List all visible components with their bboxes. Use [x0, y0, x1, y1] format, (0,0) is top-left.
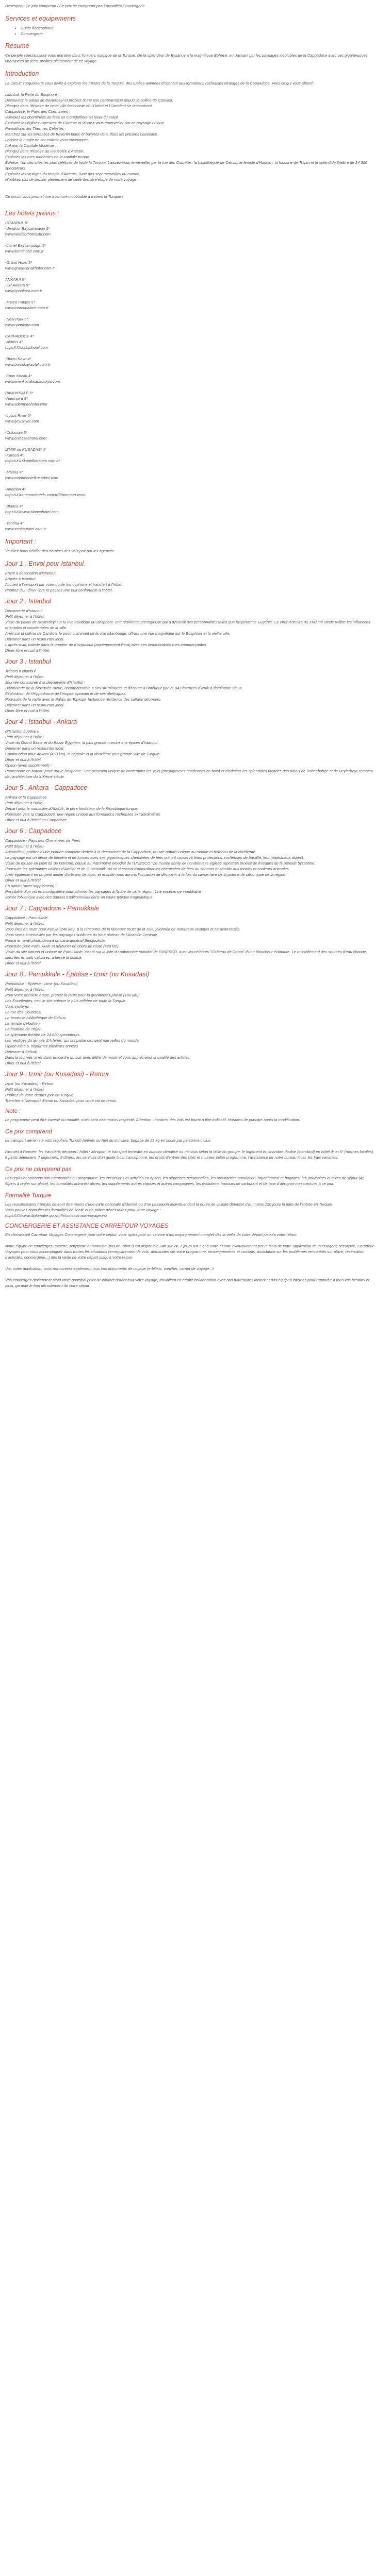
note-line: Le programme peut être inversé ou modifié, mais sera néanmoins respecté. Attention : horaires des vols est fourni à titre indicatif. Horaires de principe après la modification.	[5, 1117, 300, 1122]
day-line: La rue des Courètes,	[5, 1010, 42, 1014]
hotel-line: -Marco Palace 5*	[5, 300, 35, 304]
day-line: Petit déjeuner à l'hôtel.	[5, 987, 45, 992]
day-line: Journée consacrée à la découverte d'Istanbul !	[5, 680, 86, 685]
day-line: Découverte de la Mosquée Bleue, reconnaissable à ses six minarets et décorée à l'intérieur par 21 043 faïences d'Iznik à dominante bleue.	[5, 686, 243, 690]
hotel-line: www.marinehotelkusadasi.com	[5, 476, 58, 480]
day-line: La fameuse bibliothèque de Celsus,	[5, 1015, 67, 1020]
hotel-line: www.zenitoutotel.com.tr	[5, 527, 46, 531]
conciergerie-line: En choisissant Carrefour Voyages Conciergerie pour votre séjour, vous optez pour un service d'accompagnement complet dès la veille de votre départ jusqu'à votre retour.	[5, 1232, 298, 1237]
day-line: Visite du palais de Beylerbeyi sur la rive asiatique du Bosphore, une résidence prestigieuse qui a accueilli des personnalités telles que l'impératrice Eugénie. Ce chef-d'œuvre du XIXème siècle reflète les influences orientales et occidentales de la ville.	[5, 620, 370, 630]
day-line: Vous visiterez :	[5, 1004, 31, 1009]
day-line: Pour votre dernière étape, prenez la route pour la grandiose Éphèse (180 km).	[5, 993, 140, 997]
prix-ne-comprend-body	[5, 1175, 376, 1187]
day-line: Ankara et la Cappadoce	[5, 795, 47, 800]
important-text: Veuillez nous vérifier des horaires des vols prix par les agences	[5, 549, 115, 553]
introduction-line: Pamukkale, les Thermes Célestes :	[5, 126, 66, 131]
day-line: Vous serez émerveillés par les paysages sublimes du haut plateau de l'Anatolie Centrale.	[5, 933, 158, 937]
prix-ne-comprend-title: Ce prix ne comprend pas	[5, 1166, 72, 1173]
introduction-line: Ce circuit vous promet une aventure inoubliable à travers la Turquie !	[5, 194, 123, 199]
hotel-entry	[5, 390, 376, 407]
day-line: Dîner et nuit à l'hôtel.	[5, 1061, 42, 1065]
day-line: Dîner et nuit à l'hôtel.	[5, 757, 42, 762]
prix-comprend-body	[5, 1138, 376, 1160]
day-line: Découverte d'Istanbul	[5, 608, 43, 613]
introduction-line: Plongez dans l'histoire de cette ville fascinante où l'Orient et l'Occident se rencontrent.	[5, 104, 153, 108]
day-title: Jour 6 : Cappadoce	[5, 827, 62, 835]
hotel-line: -Adempira 5*	[5, 396, 28, 401]
day-line: Départ pour le mausolée d'Atatürk, le père fondateur de la République turque.	[5, 806, 139, 811]
hotel-entry	[5, 220, 376, 237]
day-line: Petit déjeuner à l'hôtel.	[5, 801, 45, 805]
hotel-line: ISTANBUL 5*	[5, 221, 29, 225]
day-line: Dîner libre et nuit à l'hôtel.	[5, 648, 50, 653]
day-title: Jour 2 : Istanbul	[5, 598, 51, 605]
hotel-line: IZMIR ou KUSADASI 4*	[5, 447, 47, 452]
day-line: Dîner et nuit à l'hôtel.	[5, 878, 42, 883]
day-line: Petit déjeuner à l'hôtel.	[5, 735, 45, 739]
hotel-line: ANKARA 5*	[5, 277, 26, 282]
day-line: Les Excellentes, ceci le site antique le plus célèbre de toute la Turquie.	[5, 998, 126, 1003]
day-line: Visite du Grand Bazar et du Bazar Égyptien, la plus grande marché aux épices d'Istanbul.	[5, 740, 159, 745]
day-body	[5, 1081, 376, 1104]
day-line: Pamukkale - Éphèse - Izmir (ou Kusadasi)	[5, 981, 78, 986]
day-line: Le temple d'Hadrien,	[5, 1021, 41, 1026]
day-line: Izmir (ou Kusadasi) - Retour	[5, 1081, 54, 1086]
introduction-body	[5, 80, 376, 199]
day-line: Envol à destination d'Istanbul.	[5, 571, 57, 575]
day-line: Promenade en bateau privé sur le Bosphore : une occasion unique de contempler les yalis (prestigieuses résidences en bois) et d'admirer les splendides façades des palais de Dolmabahçe et de Beylerbeyi, témoins de l'architecture du XIXème siècle.	[5, 769, 373, 779]
day-line: Le paysage est un décor de lumière et de formes avec ses gigantesques cheminées de fées qui ont conservé leurs protections, rocheuses de basalte, leur majestueux aspect.	[5, 855, 304, 860]
introduction-line: Istanbul, la Perle du Bosphore :	[5, 92, 59, 97]
prix-comprend-title: Ce prix comprend	[5, 1129, 52, 1135]
day-line: Le splendide théâtre de 24 000 spectateurs.	[5, 1032, 81, 1037]
day-body	[5, 728, 376, 779]
hotel-line: CAPPADOCE 4*	[5, 334, 34, 338]
day-line: Option (avec supplément) :	[5, 763, 52, 768]
hotels-list	[5, 220, 376, 532]
introduction-line: N'oubliez pas de profiter pleinement de cette dernière étape de votre voyage !	[5, 177, 139, 182]
day-line: Poursuite pour Pamukkale et déjeuner en cours de route (420 km).	[5, 944, 120, 948]
hotel-entry	[5, 243, 376, 254]
hotel-line: www.eminkocakkapadokya.com	[5, 379, 60, 384]
introduction-line: Explorez les rues modernes de la capitale turque.	[5, 155, 90, 159]
conciergerie-body	[5, 1232, 376, 1289]
hotel-line: -Lionel Baycampaign 5*	[5, 243, 46, 248]
hotel-line: httpsXXXanemonhotels.com/fr/fr/anemon-izmir	[5, 493, 86, 497]
day-body	[5, 668, 376, 714]
day-line: Profitez de votre dernier jour en Turquie.	[5, 1093, 75, 1097]
day-line: Cappadoce - Pamukkale	[5, 916, 48, 920]
introduction-line: Survolez les cheminées de fées en montgolfière au lever du soleil.	[5, 115, 119, 120]
day-line: L'après-midi, balade dans le quartier de Kuzguncuk (anciennement Pera) avec ses innombrables rues commerçantes.	[5, 642, 207, 647]
hotel-line: www.colossaehotel.com	[5, 436, 47, 440]
introduction-line: Éphèse, l'un des sites les plus célèbres de toute la Turquie. Laissez-vous émerveiller par la rue des Courètes, la bibliothèque de Celsus, le temple d'Hadrien, la fontaine de Trajan et le splendide théâtre de 24 000 spectateurs.	[5, 160, 367, 171]
hotel-entry	[5, 316, 376, 328]
hotel-entry	[5, 373, 376, 384]
hotel-line: -Marina 4*	[5, 470, 23, 474]
itinerary	[5, 560, 376, 1104]
introduction-line: Ankara, la Capitale Moderne :	[5, 143, 57, 148]
conciergerie-line: Vos concierges deviennent alors votre principal point de contact durant tout votre voyage, travaillant en étroite collaboration avec nos partenaires locaux et nos équipes internes pour répondre à tous vos besoins et ainsi, garantir le bon déroulement de votre séjour.	[5, 1278, 369, 1288]
hotel-entry	[5, 333, 376, 350]
day-line: Pause en arrêt photo devant un caravansérail Seldjoukide.	[5, 938, 106, 943]
day-line: Trésors d'Istanbul	[5, 669, 36, 673]
day-title: Jour 3 : Istanbul	[5, 658, 51, 665]
hotel-line: httpsXXXaldisshotel.com	[5, 345, 48, 350]
day-line: Poursuite de la visite avec le Palais de Topkapi, fastueuse résidence des sultans ottomans.	[5, 697, 161, 702]
day-line: Petit déjeuner à l'hôtel.	[5, 844, 45, 849]
formalites-body	[5, 1201, 376, 1218]
services-item: • Conciergerie	[21, 31, 376, 37]
hotel-entry	[5, 486, 376, 498]
hotel-entry	[5, 430, 376, 441]
intro-line: Description Ce prix comprend / Ce prix ne comprend pas Formalités Conciergerie	[5, 4, 145, 8]
day-line: Dîner libre et nuit à l'hôtel.	[5, 708, 50, 713]
formalites-line: Vous pouvez consulter les formalités de santé et de police nécessaires pour votre voyage :	[5, 1208, 161, 1212]
day-line: Petit déjeuner à l'hôtel.	[5, 674, 45, 679]
hotel-entry	[5, 469, 376, 481]
introduction-line: Plongez dans l'histoire au mausolée d'Atatürk.	[5, 149, 85, 154]
day-title: Jour 4 : Istanbul - Ankara	[5, 718, 77, 725]
day-line: Visite du musée en plein air de Göreme, classé au Patrimoine Mondial de l'UNESCO. Ce musée abrite de nombreuses églises rupestres ornées de fresques de la période byzantine.	[5, 861, 316, 866]
hotel-line: -Burcu Kaya 4*	[5, 357, 31, 361]
hotel-line: -Emin Kocak 4*	[5, 374, 32, 378]
day-title: Jour 9 : Izmir (ou Kusadasi) - Retour	[5, 1071, 109, 1078]
day-body	[5, 838, 376, 900]
hotel-line: www.burcukayaotel.com.tr	[5, 362, 51, 367]
resume-text: Ce périple spectaculaire vous entraîne dans l'univers magique de la Turquie. De la splendeur de Byzance à la magnifique Ephèse, en passant par les paysages insolubles de la Cappadoce avec ses gigantesques cheminées de fées, profitez pleinement de ce voyage.	[5, 53, 368, 63]
day-line: Possibilité d'un vol en montgolfière pour admirer les paysages à l'aube de cette région. Une expérience inoubliable !	[5, 889, 204, 894]
services-list	[5, 25, 376, 37]
hotel-line: www.lycusriver.com	[5, 419, 39, 423]
day-line: Petit déjeuner à l'hôtel.	[5, 1087, 45, 1092]
day-line: Poursuite vers la Cappadoce, une région unique aux formations rocheuses extraordinaires.	[5, 812, 161, 817]
day-line: Déjeuner dans un restaurant local.	[5, 746, 64, 751]
day-line: Continuation pour Ankara (450 km), la capitale et la deuxième plus grande ville de Turquie.	[5, 752, 161, 756]
hotel-line: httpsXXXwww.blancohotel.com	[5, 510, 59, 514]
hotel-line: www.cpankara.com.tr	[5, 289, 42, 293]
note-title: Note :	[5, 1108, 21, 1114]
day-line: Poursuite les splendides vallées d'Avcilar et de Guvercinlik, où se dressent d'innombrables cheminées de fées au sommet ensemble aux formes et couleurs animales.	[5, 867, 290, 871]
important-title: Important :	[5, 538, 36, 545]
formalites-line: httpsXXXwww.diplomatie.gouv.fr/fr/conseils-aux-voyageurs/	[5, 1213, 107, 1218]
introduction-line: Laissez la magie de cet endroit vous envelopper.	[5, 138, 89, 142]
day-line: Petit déjeuner à l'hôtel.	[5, 921, 45, 926]
resume-title: Résumé	[5, 42, 29, 49]
hotel-line: -Windsor Baycampaign 5*	[5, 226, 50, 231]
hotel-line: www.marcopalace.com.tr	[5, 306, 48, 310]
day-line: Accueil à l'aéroport par votre guide francophone et transfert à l'hôtel.	[5, 582, 123, 587]
hotel-entry	[5, 299, 376, 311]
day-line: D'Istanbul à Ankara	[5, 729, 39, 734]
day-title: Jour 7 : Cappadoce - Pamukkale	[5, 905, 100, 912]
conciergerie-line: Notre équipe de concierges, experte, polyglotte et humaine (pas de robot !) est disponible 24h sur 24, 7 jours sur 7 et à votre écoute exclusivement par le biais de votre application de messagerie sécurisée, Carrefour Voyages pour vous accompagner dans toutes les situations (enregistrement de vols, demandes sur votre programme, renseignements et conseils, assistance sur les problèmes rencontrés sur place, réservation d'activités, conciergerie...) dès la veille de votre départ jusqu'à votre retour.	[5, 1244, 374, 1260]
prix-ne-comprend-line: Les repas et boissons non mentionnés au programme, les excursions et activités en option, les dépenses personnelles, les assurances annulation, rapatriement et bagages, les pourboires et taxes de séjour (45 €/pers à régler sur place), les formalités administratives, les suppléments autres classes et autres compagnies, les évolutions hausses de carburant et de taux d'aéroport non connues à ce jour.	[5, 1176, 365, 1186]
day-line: Aujourd'hui, profitez d'une journée complète dédiée à la découverte de la Cappadoce, un site naturel unique au monde et berceau de la chrétienté.	[5, 850, 256, 854]
hotel-entry	[5, 413, 376, 424]
formalites-line: Les ressortissants français devront être munis d'une carte nationale d'identité ou d'un passeport individuel dont la durée de validité dépasse d'au moins 150 jours la date de l'entrée en Turquie.	[5, 1202, 333, 1207]
introduction-line	[5, 188, 376, 194]
hotel-entry	[5, 447, 376, 464]
page-content	[0, 0, 381, 1301]
introduction-title: Introduction	[5, 70, 39, 77]
day-title: Jour 1 : Envol pour Istanbul.	[5, 560, 86, 567]
hotel-line: -Karaca 4*	[5, 453, 24, 457]
introduction-line	[5, 86, 376, 92]
introduction-line: Marchez sur les terrasses de travertin blanc et baignez-vous dans les piscines naturelles.	[5, 132, 158, 137]
day-line: Dîner et nuit à l'hôtel.	[5, 961, 42, 965]
hotel-entry	[5, 356, 376, 367]
introduction-line: Découvrez le palais de Beylerbeyi et profitez d'une vue panoramique depuis la colline de Çamlıca.	[5, 98, 173, 103]
day-line: Dans la journée, arrêt dans un centre du cuir avec défilé de mode et vous apprécierez la qualité des articles.	[5, 1055, 191, 1060]
conciergerie-title: CONCIERGERIE ET ASSISTANCE CARREFOUR VOYAGES	[5, 1223, 169, 1229]
day-line: Arrêt également en un petit atelier d'artisans de tapis, et ensuite nous aurons l'occasion de découvrir à la fois du savoir-faire de la poterie de céramique de la région.	[5, 872, 287, 877]
introduction-line: Le Circuit Turquoiserie vous invite à explorer les trésors de la Turquie, des ruelles animées d'Istanbul aux formations rocheuses étranges de la Cappadoce. Voici ce qui vous attend :	[5, 81, 315, 86]
hotel-line: www.lionelhotel.com.tr	[5, 249, 44, 253]
introduction-line: Explorez les vestiges du temple d'Artémis, l'une des sept merveilles du monde.	[5, 172, 141, 176]
day-line: Cappadoce - Pays des Cheminées de Fées	[5, 838, 80, 843]
day-body	[5, 608, 376, 653]
introduction-line: Explorez les églises rupestres de Göreme et laissez-vous émerveiller par ce paysage unique.	[5, 121, 165, 125]
hotel-line: www.windsorhotelistd.com	[5, 232, 51, 236]
hotel-line: -CP Ankara 5*	[5, 283, 30, 287]
day-line: Arrivée à Istanbul.	[5, 577, 37, 581]
conciergerie-line: Vos voies application, vous retrouverez également tous vos documents de voyage (e-billets, voucher, carnet de voyage...)	[5, 1266, 214, 1271]
day-line: Vous êtes en route pour Konya (240 km), à la rencontre de la fameuse route de la soie, jalonnée de nombreux vestiges et caravansérails.	[5, 927, 241, 931]
hotel-line: httpsXXXXkaddikarauca.com.tr/	[5, 459, 60, 463]
note-body	[5, 1117, 376, 1123]
hotel-line: -Grand Hotel 5*	[5, 260, 32, 265]
hotel-line: PAMUKKALE 5*	[5, 391, 34, 395]
hotel-entry	[5, 277, 376, 294]
introduction-line: Cappadoce, le Pays des Cheminées :	[5, 109, 70, 114]
hotels-title: Les hôtels prévus :	[5, 210, 59, 217]
day-body	[5, 794, 376, 823]
day-line: Transfert à l'aéroport d'Izmir ou Kusadasi pour votre vol de retour.	[5, 1098, 118, 1103]
day-line: Déjeuner à Selcuk.	[5, 1049, 38, 1054]
day-line: Profitez d'un dîner libre et passez une nuit confortable à l'hôtel.	[5, 588, 113, 592]
day-title: Jour 8 : Pamukkale - Éphèse - Izmir (ou Kusadasi)	[5, 971, 150, 978]
hotel-line: -Aldriss 4*	[5, 340, 23, 344]
hotel-line: -Blanco 4*	[5, 504, 23, 509]
day-line: Soirée folklorique avec des danses traditionnelles dans un cadre typique troglodytique.	[5, 895, 154, 900]
hotel-line: www.npankara.com	[5, 323, 39, 327]
hotel-entry	[5, 520, 376, 532]
hotel-line: -Anemon 4*	[5, 487, 26, 492]
formalites-title: Formalité Turquie	[5, 1193, 52, 1199]
hotel-line: -Tentina 4*	[5, 521, 24, 526]
day-line: Dîner et nuit à l'hôtel en Cappadoce.	[5, 818, 68, 822]
day-body	[5, 570, 376, 593]
services-title: Services et equipements	[5, 15, 76, 22]
hotel-line: -Colossae 5*	[5, 430, 27, 435]
day-line: Arrêt sur la colline de Çamlıca, le point culminant de la ville istanbouge, offrant une vue magnifique sur le Bosphore et la vieille ville.	[5, 631, 231, 636]
day-line: Petit déjeuner à l'hôtel.	[5, 614, 45, 619]
hotel-entry	[5, 503, 376, 515]
day-line: La fontaine de Trajan,	[5, 1027, 43, 1031]
hotel-entry	[5, 260, 376, 271]
hotel-line: www.adempirahotel.com	[5, 402, 47, 406]
day-line: Déjeuner dans un restaurant local.	[5, 703, 64, 707]
day-line: Visite du site naturel et unique de Pamukkale, inscrit sur la liste du patrimoine mondial de l'UNESCO, avec les célèbres "Château de Coton" d'une blancheur éclatante. Le ruissellement des sources d'eau chaude, saturées en sels calcaires, a laissé la falaise.	[5, 950, 367, 960]
hotel-line: www.grandcanakhotel.com.tr	[5, 266, 55, 270]
day-line: Les vestiges du temple d'Artémis, qui fait partie des sept merveilles du monde.	[5, 1038, 140, 1043]
day-line: Exploration de l'Hippodrome de l'empire byzantin et de ses obélisques.	[5, 691, 127, 696]
services-item: • Guide francophone	[21, 25, 376, 31]
day-line: Déjeuner dans un restaurant local.	[5, 637, 64, 641]
prix-comprend-line: l'accueil à l'arrivée, les transferts aéroport / hôtel / aéroport, le transport terrestre en autocar climatisé ou minibus selon la taille du groupe, le logement en chambre double (standard) en hôtel 4* et 5* (normes locales), 8 petits déjeuners, 7 déjeuners, 5 dîners, les services d'un guide local francophone, les droits d'entrée des sites et musées selon programme, l'assistance de notre bureau local, les frais variables.	[5, 1149, 374, 1160]
introduction-line	[5, 182, 376, 188]
prix-comprend-line: Le transport aérien sur vols réguliers Turkish Airlines ou Ajet ou similaire, bagage de 23 kg en soute par personne inclus.	[5, 1138, 211, 1143]
day-line: Option Pâté a, séjournez plusieurs années	[5, 1044, 78, 1048]
day-body	[5, 915, 376, 966]
day-body	[5, 981, 376, 1066]
day-line: En option (avec supplément) :	[5, 884, 57, 888]
hotel-line: -New Park 5*	[5, 317, 28, 321]
day-title: Jour 5 : Ankara - Cappadoce	[5, 784, 88, 791]
hotel-line: -Lycus River 5*	[5, 413, 31, 418]
